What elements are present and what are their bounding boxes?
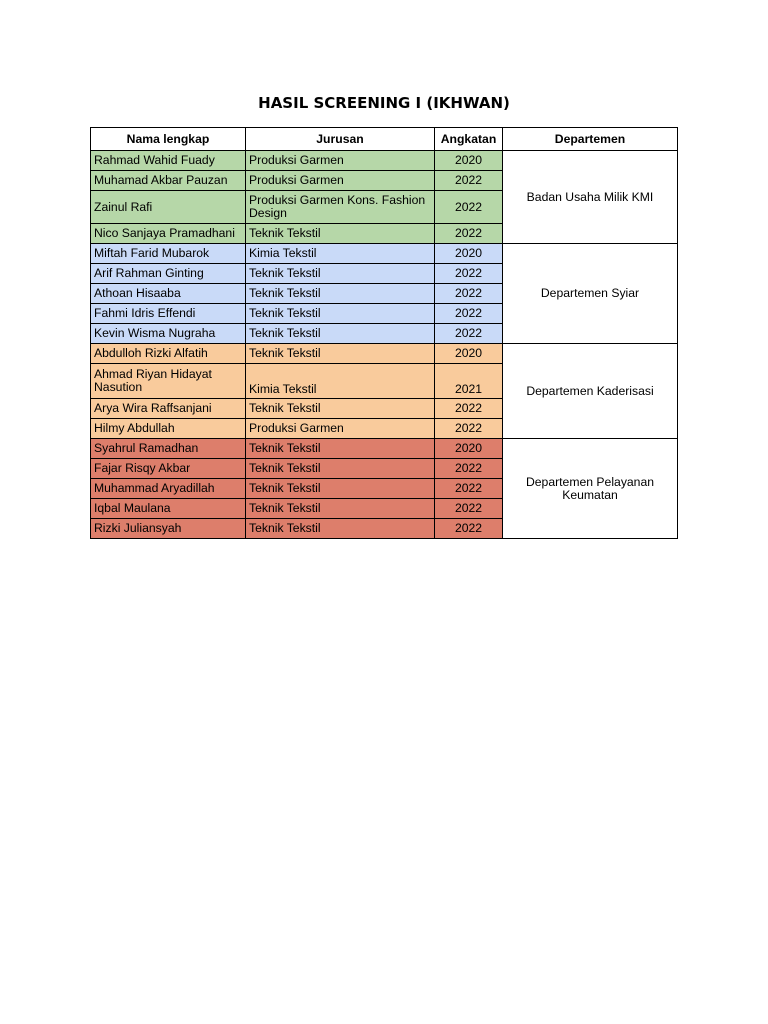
cell-year: 2020 — [435, 439, 503, 459]
cell-year: 2020 — [435, 344, 503, 364]
cell-name: Muhammad Aryadillah — [91, 479, 246, 499]
cell-major: Kimia Tekstil — [246, 364, 435, 399]
header-year: Angkatan — [435, 128, 503, 151]
cell-name: Zainul Rafi — [91, 191, 246, 224]
cell-year: 2020 — [435, 151, 503, 171]
cell-name: Ahmad Riyan Hidayat Nasution — [91, 364, 246, 399]
cell-year: 2022 — [435, 171, 503, 191]
cell-year: 2022 — [435, 459, 503, 479]
header-department: Departemen — [503, 128, 678, 151]
header-name: Nama lengkap — [91, 128, 246, 151]
table-row — [91, 244, 678, 264]
cell-year: 2022 — [435, 324, 503, 344]
cell-major: Teknik Tekstil — [246, 499, 435, 519]
cell-year: 2022 — [435, 224, 503, 244]
cell-department: Departemen Pelayanan Keumatan — [503, 439, 678, 539]
header-row — [91, 128, 678, 151]
cell-major: Teknik Tekstil — [246, 399, 435, 419]
cell-major: Kimia Tekstil — [246, 244, 435, 264]
cell-name: Fahmi Idris Effendi — [91, 304, 246, 324]
cell-year: 2022 — [435, 264, 503, 284]
cell-name: Rahmad Wahid Fuady — [91, 151, 246, 171]
cell-department: Departemen Syiar — [503, 244, 678, 344]
cell-major: Teknik Tekstil — [246, 344, 435, 364]
table-row — [91, 439, 678, 459]
cell-major: Teknik Tekstil — [246, 224, 435, 244]
cell-name: Fajar Risqy Akbar — [91, 459, 246, 479]
cell-name: Iqbal Maulana — [91, 499, 246, 519]
header-major: Jurusan — [246, 128, 435, 151]
cell-name: Syahrul Ramadhan — [91, 439, 246, 459]
cell-name: Miftah Farid Mubarok — [91, 244, 246, 264]
cell-major: Teknik Tekstil — [246, 324, 435, 344]
cell-year: 2022 — [435, 191, 503, 224]
cell-year: 2020 — [435, 244, 503, 264]
cell-major: Produksi Garmen — [246, 419, 435, 439]
cell-year: 2022 — [435, 304, 503, 324]
cell-major: Teknik Tekstil — [246, 519, 435, 539]
cell-department: Departemen Kaderisasi — [503, 344, 678, 439]
cell-year: 2022 — [435, 499, 503, 519]
cell-year: 2022 — [435, 399, 503, 419]
cell-department: Badan Usaha Milik KMI — [503, 151, 678, 244]
cell-name: Arya Wira Raffsanjani — [91, 399, 246, 419]
cell-major: Produksi Garmen Kons. Fashion Design — [246, 191, 435, 224]
cell-major: Teknik Tekstil — [246, 304, 435, 324]
table-row — [91, 151, 678, 171]
cell-major: Teknik Tekstil — [246, 284, 435, 304]
cell-name: Arif Rahman Ginting — [91, 264, 246, 284]
cell-major: Teknik Tekstil — [246, 479, 435, 499]
cell-major: Teknik Tekstil — [246, 459, 435, 479]
cell-name: Athoan Hisaaba — [91, 284, 246, 304]
cell-name: Hilmy Abdullah — [91, 419, 246, 439]
cell-year: 2022 — [435, 419, 503, 439]
cell-name: Rizki Juliansyah — [91, 519, 246, 539]
cell-major: Teknik Tekstil — [246, 264, 435, 284]
cell-year: 2022 — [435, 284, 503, 304]
cell-name: Kevin Wisma Nugraha — [91, 324, 246, 344]
cell-name: Nico Sanjaya Pramadhani — [91, 224, 246, 244]
cell-major: Produksi Garmen — [246, 151, 435, 171]
cell-name: Abdulloh Rizki Alfatih — [91, 344, 246, 364]
screening-table — [90, 127, 678, 539]
table-body — [91, 151, 678, 539]
cell-year: 2022 — [435, 479, 503, 499]
cell-year: 2021 — [435, 364, 503, 399]
cell-year: 2022 — [435, 519, 503, 539]
page-title: HASIL SCREENING I (IKHWAN) — [258, 94, 510, 112]
table-row — [91, 344, 678, 364]
cell-major: Teknik Tekstil — [246, 439, 435, 459]
cell-name: Muhamad Akbar Pauzan — [91, 171, 246, 191]
cell-major: Produksi Garmen — [246, 171, 435, 191]
